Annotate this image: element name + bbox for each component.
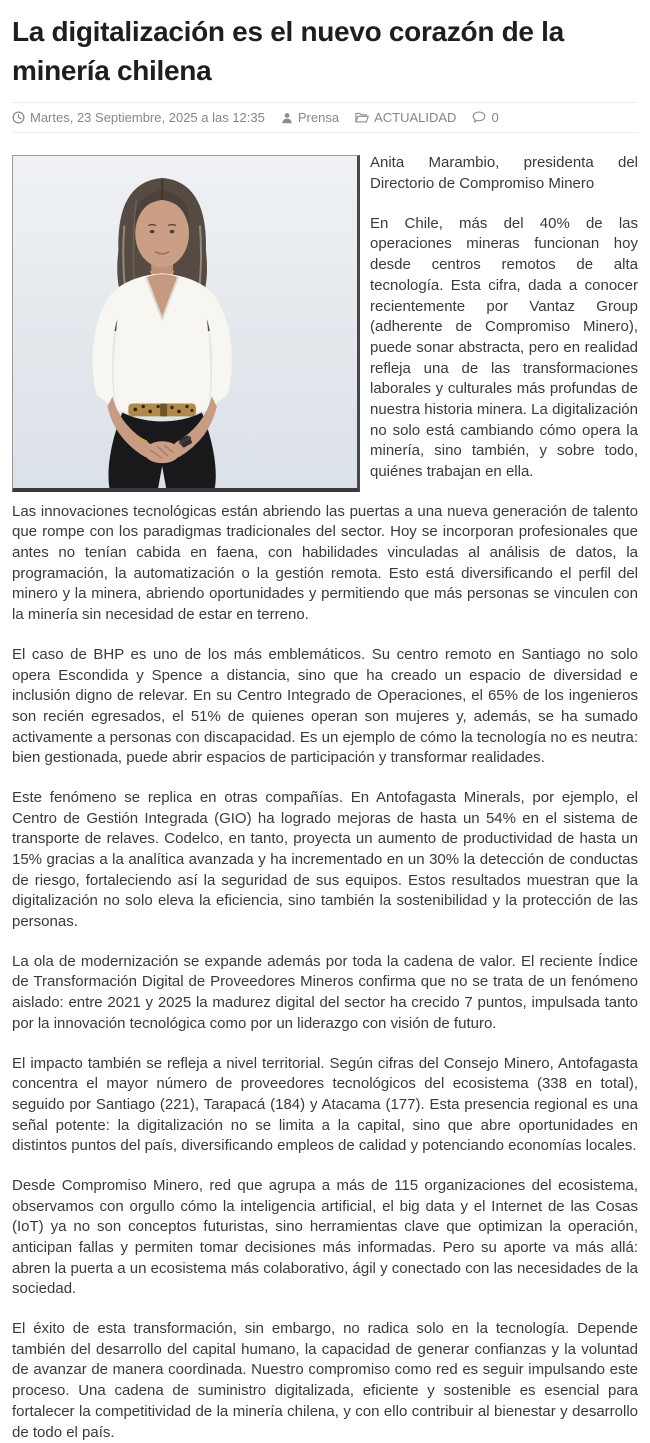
page-title: La digitalización es el nuevo corazón de la minería chilena <box>12 16 564 87</box>
article-paragraph: Desde Compromiso Minero, red que agrupa a más de 115 organizaciones del ecosistema, observamos con orgullo cómo la inteligencia artificial, el big data y el Internet de las Cosas (IoT) ya no son conceptos futuristas, sino herramientas clave que optimizan la operación, anticipan fallas y permiten tomar decisiones más informadas. Pero su aporte va más allá: abren la puerta a un ecosistema más colaborativo, ágil y conectado con las necesidades de la sociedad. <box>12 1176 638 1298</box>
folder-icon <box>355 111 369 124</box>
article-paragraph: Este fenómeno se replica en otras compañías. En Antofagasta Minerals, por ejemplo, el Centro de Gestión Integrada (GIO) ha logrado mejoras de hasta un 54% en el sistema de transporte de relaves. Codelco, en tanto, proyecta un aumento de productividad de hasta un 15% gracias a la analítica avanzada y ha incrementado en un 30% la detección de conductas de riesgo, fortaleciendo así la seguridad de sus equipos. Estos resultados muestran que la digitalización no solo eleva la eficiencia, sino también la sostenibilidad y la protección de las personas. <box>12 788 638 931</box>
post-category-label: ACTUALIDAD <box>374 110 457 126</box>
article-body <box>12 153 638 1443</box>
user-icon <box>281 112 293 124</box>
article-paragraph: El caso de BHP es uno de los más emblemáticos. Su centro remoto en Santiago no solo opera Escondida y Spence a distancia, sino que ha creado un espacio de diversidad e inclusión digno de relevar. En su Centro Integrado de Operaciones, el 65% de los ingenieros son recién egresados, el 51% de quienes operan son mujeres y, además, se ha sumado activamente a personas con discapacidad. Es un ejemplo de cómo la tecnología no es neutra: bien gestionada, puede abrir espacios de participación y transformar realidades. <box>12 645 638 767</box>
article-paragraph: El impacto también se refleja a nivel territorial. Según cifras del Consejo Minero, Antofagasta concentra el mayor número de proveedores tecnológicos del ecosistema (338 en total), seguido por Santiago (221), Tarapacá (184) y Atacama (177). Esta presencia regional es una señal potente: la digitalización no se limita a la capital, sino que abre oportunidades en distintos puntos del país, diversificando empleos de calidad y potenciando economías locales. <box>12 1054 638 1155</box>
article-paragraph: Las innovaciones tecnológicas están abriendo las puertas a una nueva generación de talento que rompe con los paradigmas tradicionales del sector. Hoy se incorporan profesionales que antes no tenían cabida en faena, con habilidades vinculadas al análisis de datos, la programación, la automatización o la gestión remota. Esto está diversificando el perfil del minero y la minera, abriendo oportunidades y permitiendo que más personas se vinculen con la minería sin necesidad de estar en terreno. <box>12 502 638 624</box>
article-paragraph: La ola de modernización se expande además por toda la cadena de valor. El reciente Índice de Transformación Digital de Proveedores Mineros confirma que no se trata de un fenómeno aislado: entre 2021 y 2025 la madurez digital del sector ha crecido 7 puntos, impulsada tanto por la innovación tecnológica como por un liderazgo con visión de futuro. <box>12 952 638 1032</box>
post-date <box>12 110 265 125</box>
post-author[interactable] <box>281 110 339 125</box>
portrait-photo <box>12 155 360 492</box>
portrait-photo-illustration <box>13 156 357 488</box>
post-comments-count: 0 <box>491 110 499 126</box>
post-date-label: Martes, 23 Septiembre, 2025 a las 12:35 <box>30 110 265 126</box>
comment-icon <box>472 111 486 124</box>
article-paragraph: El éxito de esta transformación, sin embargo, no radica solo en la tecnología. Depende también del desarrollo del capital humano, la capacidad de generar confianzas y la voluntad de avanzar de manera coordinada. Nuestro compromiso como red es seguir impulsando este proceso. Una cadena de suministro digitalizada, eficiente y sostenible es esencial para fortalecer la competitividad de la minería chilena, y con ello contribuir al bienestar y desarrollo de todo el país. <box>12 1320 638 1441</box>
post-meta-bar <box>12 102 638 133</box>
clock-icon <box>12 111 25 124</box>
article-paragraph: Anita Marambio, presidenta del Directorio de Compromiso Minero <box>370 154 638 193</box>
article-paragraph: En Chile, más del 40% de las operaciones mineras funcionan hoy desde centros remotos de alta tecnología. Esta cifra, dada a conocer recientemente por Vantaz Group (adherente de Compromiso Minero), puede sonar abstracta, pero en realidad refleja una de las transformaciones laborales y culturales más profundas de nuestra historia minera. La digitalización no solo está cambiando cómo opera la minería, sino también, y sobre todo, quiénes trabajan en ella. <box>370 214 638 480</box>
post-author-label: Prensa <box>297 110 340 126</box>
post-comments[interactable] <box>472 110 498 125</box>
post-category[interactable] <box>355 110 456 125</box>
